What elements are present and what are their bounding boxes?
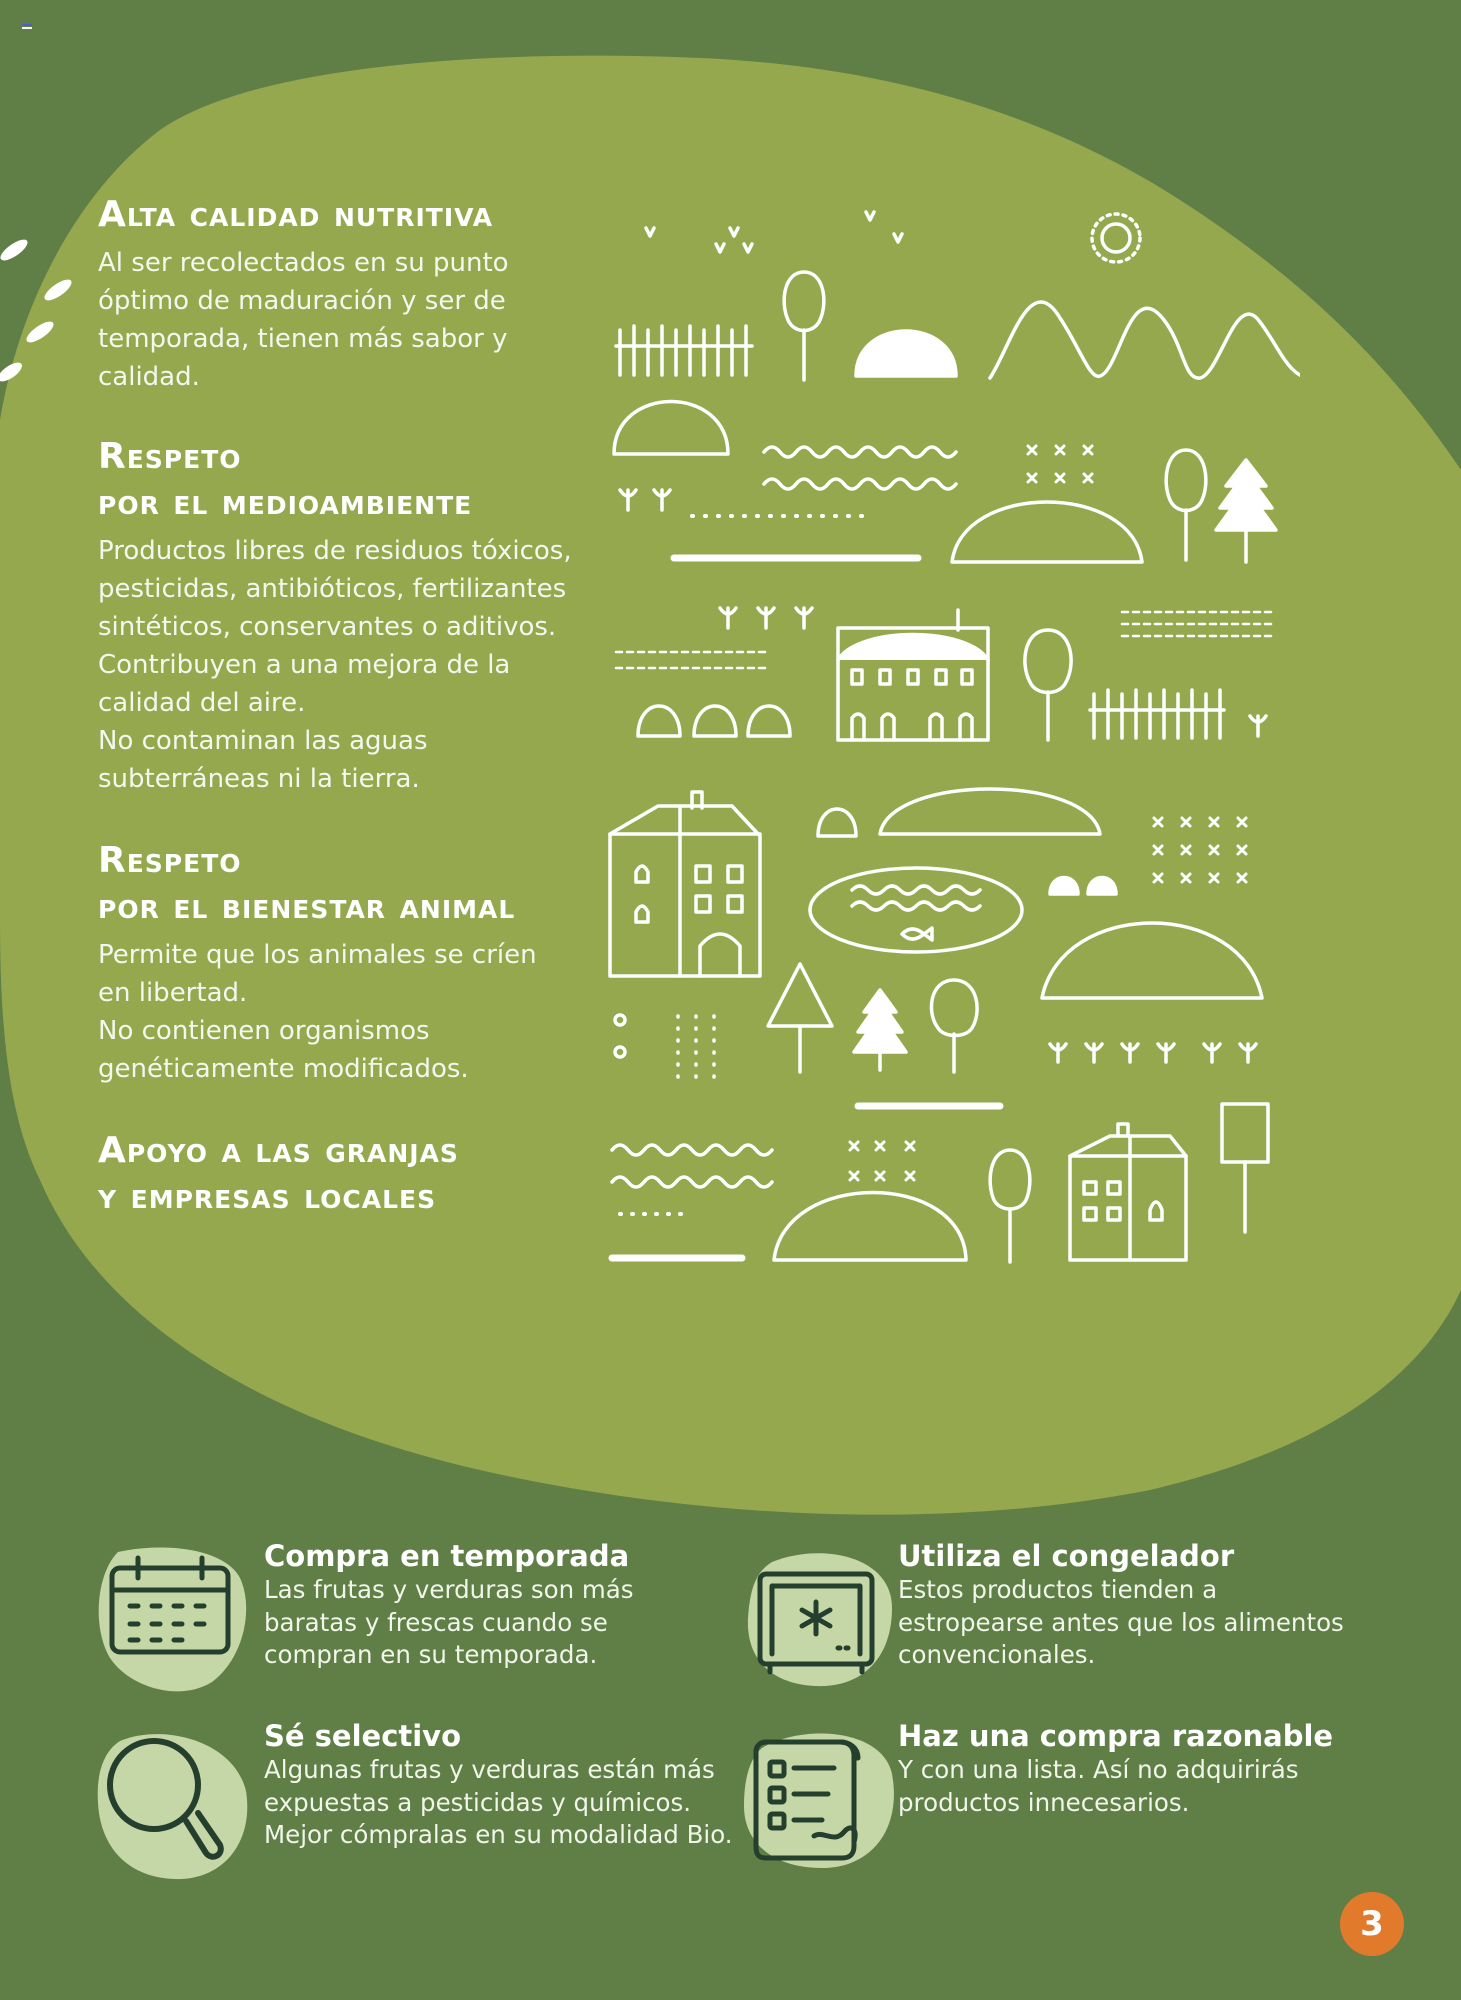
body-line: subterráneas ni la tierra. [98, 764, 420, 794]
section-title [98, 192, 598, 238]
page-number-badge: 3 [1340, 1892, 1404, 1956]
section-title-line: Apoyo a las granjas [98, 1130, 459, 1171]
hill-icon [952, 502, 1142, 562]
body-line: óptimo de maduración y ser de [98, 286, 506, 316]
tree-icon [1025, 630, 1071, 740]
sprouts-icon [720, 608, 812, 628]
section-title-line: por el medioambiente [98, 482, 473, 523]
crosses-icon [1154, 818, 1246, 882]
sprouts-icon [620, 490, 670, 510]
bushes-icon [638, 706, 790, 736]
tip-body: Y con una lista. Así no adquirirás productos innecesarios. [898, 1755, 1299, 1817]
shopping-list-icon [742, 1718, 902, 1878]
section-body [98, 936, 598, 1088]
section-environment [98, 434, 598, 798]
section-title-line: por el bienestar animal [98, 886, 516, 927]
hill-icon [774, 1193, 966, 1261]
body-line: temporada, tienen más sabor y [98, 324, 508, 354]
hill-icon [880, 789, 1100, 834]
fence-icon [1090, 690, 1224, 738]
birds-icon [646, 212, 902, 252]
section-title [98, 1128, 598, 1220]
flag-icon [22, 24, 32, 31]
body-line: en libertad. [98, 978, 248, 1008]
body-line: calidad del aire. [98, 688, 306, 718]
section-title-line: Alta calidad nutritiva [98, 194, 494, 235]
body-line: No contienen organismos [98, 1016, 430, 1046]
tip-text [898, 1538, 1358, 1672]
pine-tree-icon [854, 990, 906, 1070]
pond-icon [810, 868, 1022, 952]
calendar-icon [94, 1538, 254, 1698]
tip-title: Haz una compra razonable [898, 1719, 1334, 1753]
body-line: genéticamente modificados. [98, 1054, 469, 1084]
body-line: Productos libres de residuos tóxicos, [98, 536, 572, 566]
body-line: No contaminan las aguas [98, 726, 428, 756]
mountains-icon [990, 302, 1300, 378]
tip-title: Utiliza el congelador [898, 1539, 1235, 1573]
hill-icon [614, 402, 728, 455]
section-nutrition [98, 192, 598, 396]
tip-text [264, 1538, 724, 1672]
sprout-icon [1250, 716, 1266, 736]
freezer-icon [742, 1538, 902, 1698]
body-line: Contribuyen a una mejora de la [98, 650, 511, 680]
section-local-farms [98, 1128, 598, 1226]
farmhouse-icon [838, 610, 988, 740]
pine-tree-icon [1216, 460, 1276, 562]
tip-body: Estos productos tienden a estropearse antes que los alimentos convencionales. [898, 1575, 1344, 1669]
section-title-line: Respeto [98, 840, 242, 881]
countryside-illustration [600, 190, 1300, 1270]
tip-text [264, 1718, 733, 1852]
tree-icon [784, 272, 824, 380]
body-line: Permite que los animales se críen [98, 940, 537, 970]
crosses-icon [850, 1142, 914, 1180]
section-animal-welfare [98, 838, 598, 1088]
waves-icon [764, 447, 956, 489]
bush-icon [818, 809, 856, 836]
fence-icon [616, 326, 752, 375]
pine-tree-icon [768, 964, 832, 1072]
tip-body: Las frutas y verduras son más baratas y frescas cuando se compran en su temporada. [264, 1575, 634, 1669]
hill-icon [1042, 923, 1262, 998]
tip-body: Algunas frutas y verduras están más expuestas a pesticidas y químicos. Mejor cómpralas en su modalidad Bio. [264, 1755, 733, 1849]
sun-icon [1092, 214, 1140, 262]
tree-icon [1166, 450, 1206, 560]
sprouts-icon [1050, 1044, 1256, 1062]
hill-icon [856, 331, 956, 376]
tip-title: Compra en temporada [264, 1539, 630, 1573]
crosses-icon [1028, 446, 1092, 482]
section-title-line: y empresas locales [98, 1176, 437, 1217]
townhouse-icon [610, 792, 760, 976]
small-circles-icon [615, 1015, 625, 1057]
section-body [98, 244, 598, 396]
tree-icon [990, 1150, 1030, 1262]
section-title-line: Respeto [98, 436, 242, 477]
tip-text [898, 1718, 1358, 1819]
cottage-icon [1070, 1124, 1186, 1260]
section-body [98, 532, 598, 798]
tree-icon [1222, 1104, 1268, 1232]
tree-icon [931, 980, 977, 1072]
body-line: pesticidas, antibióticos, fertilizantes [98, 574, 567, 604]
dots-grid-icon [678, 1016, 714, 1080]
waves-icon [612, 1145, 772, 1187]
bushes-icon [1050, 878, 1116, 895]
body-line: Al ser recolectados en su punto [98, 248, 509, 278]
section-title [98, 434, 598, 526]
body-line: calidad. [98, 362, 200, 392]
section-title [98, 838, 598, 930]
body-line: sintéticos, conservantes o aditivos. [98, 612, 557, 642]
tip-title: Sé selectivo [264, 1719, 462, 1753]
magnifier-icon [94, 1716, 254, 1886]
